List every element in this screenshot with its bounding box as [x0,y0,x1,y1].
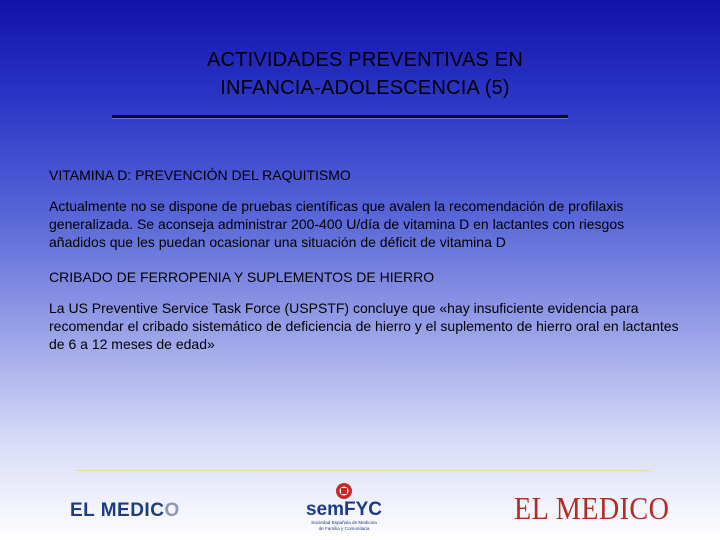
semfyc-subtitle-line-1: Sociedad Española de Medicina [311,520,377,525]
semfyc-logo [298,482,390,534]
section-text-vitamin-d: Actualmente no se dispone de pruebas científicas que avalen la recomendación de profilaxis generalizada. Se aconseja administrar 200-400 U/día de vitamina D en lactantes con riesgos añadidos que les puedan ocasionar una situación de déficit de vitamina D [49,198,625,250]
slide-title-line-1: ACTIVIDADES PREVENTIVAS EN [206,49,523,71]
semfyc-subtitle-line-2: de Familia y Comunitaria [318,526,370,531]
title-underline [112,115,568,118]
footer-divider [75,470,650,471]
semfyc-emblem-icon [336,483,352,499]
el-medico-logo-left [70,500,180,522]
el-medico-logo-left-o: O [164,500,180,521]
section-heading-iron: CRIBADO DE FERROPENIA Y SUPLEMENTOS DE HIERRO [49,269,435,285]
section-heading-vitamin-d: VITAMINA D: PREVENCIÓN DEL RAQUITISMO [49,167,351,183]
slide-title [150,46,580,102]
section-text-iron: La US Preventive Service Task Force (USPSTF) concluye que «hay insuficiente evidencia para recomendar el cribado sistemático de deficiencia de hierro y el suplemento de hierro oral en lactantes de 6 a 12 meses de edad» [49,300,679,352]
slide-body [49,166,679,353]
el-medico-logo-right: EL MEDICO [514,490,670,526]
semfyc-brand-text: semFYC [305,499,383,520]
el-medico-logo-left-text: EL MEDIC [70,500,165,521]
slide-title-line-2: INFANCIA-ADOLESCENCIA (5) [220,77,510,99]
